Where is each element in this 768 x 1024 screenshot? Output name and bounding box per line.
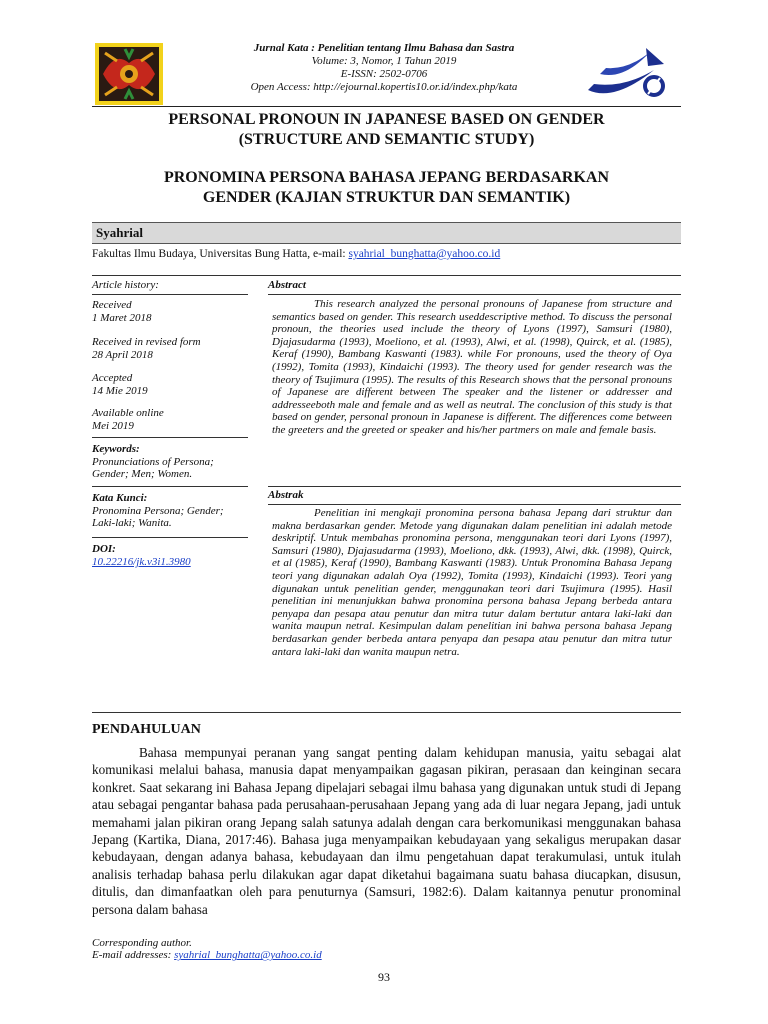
abstrak-heading: Abstrak	[268, 489, 304, 501]
journal-access: Open Access: http://ejournal.kopertis10.or.id/index.php/kata	[250, 81, 518, 93]
history-accepted	[92, 372, 248, 397]
doi-block	[92, 543, 248, 568]
history-rule	[92, 294, 248, 295]
title-indonesian-line-1: PRONOMINA PERSONA BAHASA JEPANG BERDASARKAN	[163, 169, 610, 186]
journal-volume: Volume: 3, Nomor, 1 Tahun 2019	[311, 55, 457, 67]
kata-kunci-block	[92, 492, 248, 530]
section-rule-bottom	[92, 712, 681, 713]
page-number: 93	[378, 970, 390, 984]
keywords-rule	[92, 437, 248, 438]
title-indonesian	[92, 168, 681, 208]
footnote	[92, 937, 322, 962]
abstract-text: This research analyzed the personal pronouns of Japanese from structure and semantics based on gender. This research useddescriptive method. To discuss the personal pronoun, the theories used include the theory of Lyons (1997), Samsuri (1980), Djajasudarma (1993), Moeliono, et al. (1993), Alwi, et al. (1998), Quirck, et al. (1985), Keraf (1990), Bambang Kaswanti (1983). while For pronouns, used the theory of Oya (1992), Tomita (1993), Kindaichi (1993). The theory used for gender research was the theory of Tsujimura (1995). The results of this Research shows that the personal pronouns of Japanese are different between The speaker and the listener or addresser and addresseeboth male and female and as well as neutral. The conclusion of this study is that based on gender, personal pronoun in Japanese is different. The differences come between the greeters and the greeted or speaker and his/her partmers on male and female basis.	[272, 298, 672, 436]
title-english-line-2: (STRUCTURE AND SEMANTIC STUDY)	[238, 131, 535, 148]
author-email-link[interactable]: syahrial_bunghatta@yahoo.co.id	[348, 248, 501, 260]
history-online	[92, 407, 248, 432]
journal-logo-right	[584, 44, 668, 104]
footnote-email-line	[92, 949, 322, 961]
keywords-block	[92, 443, 248, 481]
online-date: Mei 2019	[92, 419, 134, 432]
doi-link[interactable]: 10.22216/jk.v3i1.3980	[92, 555, 191, 568]
section-title: PENDAHULUAN	[92, 722, 201, 737]
kata-kunci-text: Pronomina Persona; Gender; Laki-laki; Wanita.	[92, 504, 224, 530]
corresponding-author: Corresponding author.	[92, 937, 192, 949]
footnote-email-link[interactable]: syahrial_bunghatta@yahoo.co.id	[174, 949, 322, 962]
section-rule-top	[92, 275, 681, 276]
accepted-date: 14 Mie 2019	[92, 384, 148, 397]
revised-date: 28 April 2018	[92, 348, 153, 361]
author-name: Syahrial	[96, 225, 143, 240]
title-english-line-1: PERSONAL PRONOUN IN JAPANESE BASED ON GENDER	[168, 111, 605, 128]
journal-eissn: E-ISSN: 2502-0706	[340, 68, 428, 80]
received-date: 1 Maret 2018	[92, 311, 152, 324]
online-label: Available online	[92, 407, 164, 419]
abstrak-rule-top	[268, 486, 681, 487]
kata-kunci-rule	[92, 486, 248, 487]
revised-label: Received in revised form	[92, 336, 201, 348]
article-history-label: Article history:	[92, 279, 159, 291]
doi-rule	[92, 537, 248, 538]
history-revised	[92, 336, 248, 361]
abstrak-rule	[268, 504, 681, 505]
abstract-rule	[268, 294, 681, 295]
keywords-text: Pronunciations of Persona; Gender; Men; Women.	[92, 455, 214, 481]
abstract-heading: Abstract	[268, 279, 306, 291]
title-english	[92, 110, 681, 150]
abstrak-text: Penelitian ini mengkaji pronomina persona bahasa Jepang dari struktur dan makna berdasarkan gender. Metode yang digunakan dalam penelitian ini adalah metode deskriptif. Untuk membahas pronomina persona, menggunakan teori dari Lyons (1997), Samsuri (1980), Djajasudarma (1993), Moeliono, dkk. (1993), Alwi, dkk. (1998), Quirck, et al (1985), Keraf (1990), Bambang Kaswanti (1983). Untuk Pronomina Bahasa Jepang teori yang digunakan adalah Oya (1992), Tomita (1993), Kindaichi (1993). Teori yang digunakan untuk penelitian gender, menggunakan teori dari Tsujimura (1995). Hasil penelitian ini menunjukkan bahwa pronomina persona bahasa Jepang berbeda antara penyapa dan pesapa atau penutur dan mitra tutur dalam bertutur antara laki-laki dan wanita maupun netral. Kesimpulan dalam penelitian ini bahwa persona bahasa Jepang berdasarkan gender berbeda antara penyapa dan pesapa atau penutur dan mitra tutur antara laki-laki dan wanita maupun netra.	[272, 507, 672, 658]
section-body: Bahasa mempunyai peranan yang sangat penting dalam kehidupan manusia, yaitu sebagai alat komunikasi melalui bahasa, manusia dapat menyampaikan gagasan pikiran, perasaan dan keinginan secara konkret. Saat sekarang ini Bahasa Jepang dipelajari sebagai ilmu bahasa yang digunakan untuk studi di Jepang atau sebagai pengantar bahasa pada perusahaan-perusahaan Jepang yang ada di luar negara Jepang, jadi untuk memahami jalan pikiran orang Jepang salah satunya adalah dengan cara berkomunikasi menggunakan bahasa Jepang (Kartika, Diana, 2017:46). Bahasa juga menyampaikan kebudayaan yang sekaligus merupakan dasar kebudayaan, dengan adanya bahasa, kebudayaan dan ilmu pengetahuan dapat terakumulasi, untuk itulah analisis terhadap bahasa perlu dilakukan agar dapat diketahui bagaimana suatu bahasa diucapkan, disusun, ditulis, dan dimanfaatkan oleh para penuturnya (Samsuri, 1982:6). Dalam kaitannya penutur pronominal persona dalam bahasa	[92, 745, 681, 917]
footnote-email-label: E-mail addresses:	[92, 949, 175, 962]
accepted-label: Accepted	[92, 372, 133, 384]
title-indonesian-line-2: GENDER (KAJIAN STRUKTUR DAN SEMANTIK)	[202, 189, 571, 206]
affiliation-text: Fakultas Ilmu Budaya, Universitas Bung Hatta, e-mail:	[92, 248, 349, 260]
received-label: Received	[92, 299, 132, 311]
header-rule	[92, 106, 681, 107]
kata-kunci-label: Kata Kunci:	[92, 492, 148, 504]
affiliation	[92, 248, 500, 260]
author-bar	[92, 222, 681, 244]
doi-label: DOI:	[92, 543, 116, 555]
keywords-label: Keywords:	[92, 443, 140, 455]
history-received	[92, 299, 248, 324]
journal-name: Jurnal Kata : Penelitian tentang Ilmu Bahasa dan Sastra	[253, 42, 515, 54]
